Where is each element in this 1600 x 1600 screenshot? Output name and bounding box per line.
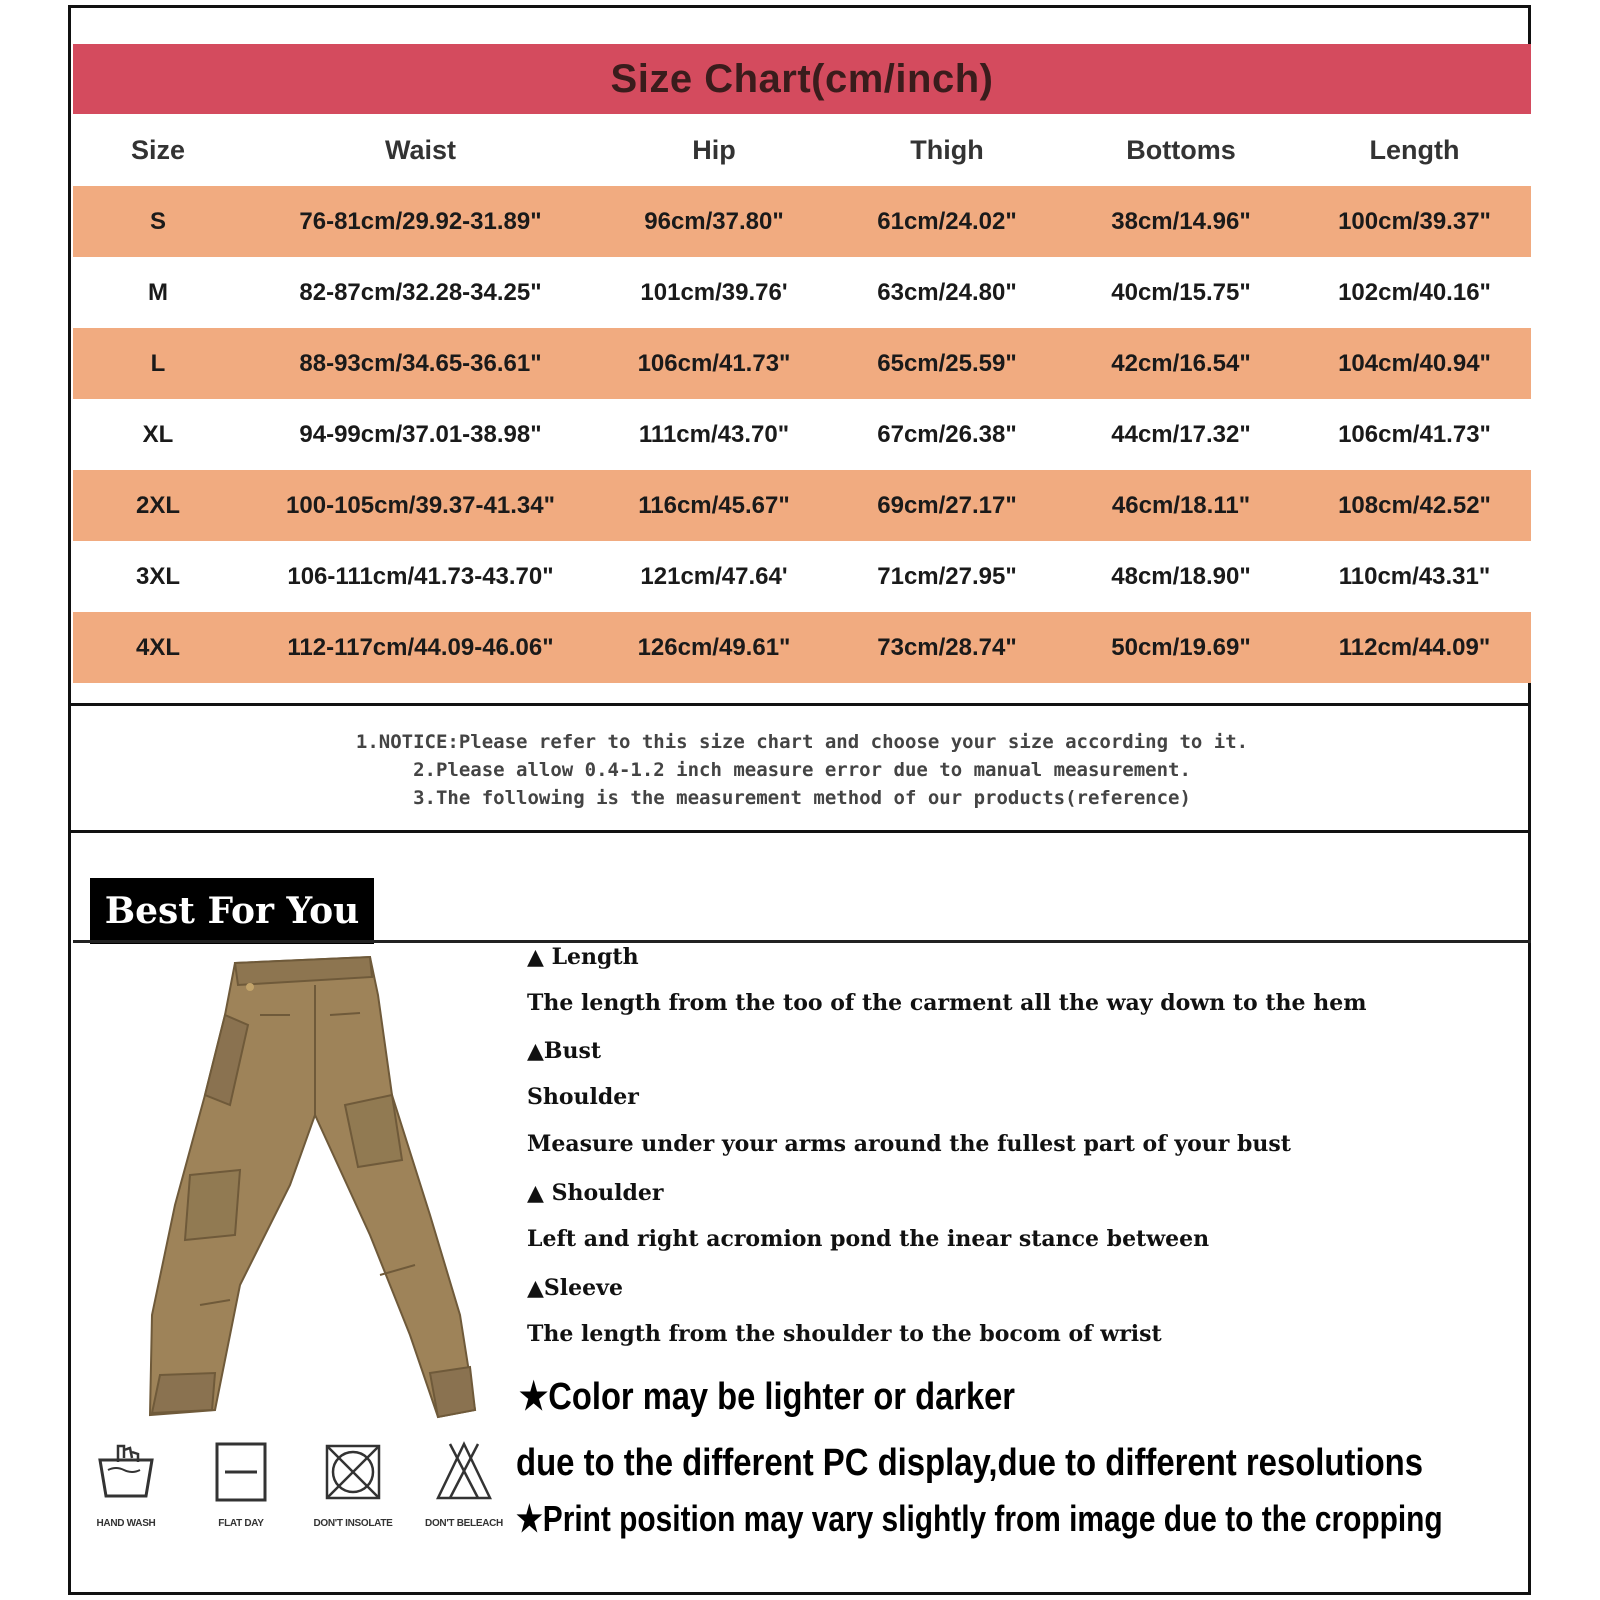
banner-underline bbox=[73, 940, 1531, 943]
thigh-cell: 73cm/28.74" bbox=[877, 633, 1017, 661]
table-row bbox=[73, 399, 1531, 470]
size-cell: L bbox=[150, 349, 166, 377]
care-label: DON'T INSOLATE bbox=[313, 1518, 393, 1529]
waist-cell: 112-117cm/44.09-46.06" bbox=[287, 633, 554, 661]
length-cell: 112cm/44.09" bbox=[1338, 633, 1491, 661]
pants-image bbox=[130, 955, 495, 1435]
length-cell: 102cm/40.16" bbox=[1338, 278, 1491, 306]
bottoms-cell: 48cm/18.90" bbox=[1111, 562, 1251, 590]
care-item-dont-bleach bbox=[416, 1440, 512, 1529]
thigh-cell: 61cm/24.02" bbox=[877, 207, 1017, 235]
care-item-dont-insolate bbox=[305, 1440, 401, 1529]
care-label: FLAT DAY bbox=[218, 1518, 264, 1529]
section-divider bbox=[68, 703, 1531, 706]
waist-cell: 106-111cm/41.73-43.70" bbox=[287, 562, 554, 590]
header-thigh: Thigh bbox=[910, 134, 984, 165]
size-cell: M bbox=[148, 278, 168, 306]
print-disclaimer: ★Print position may vary slightly from image due to the cropping bbox=[516, 1498, 1443, 1539]
thigh-cell: 63cm/24.80" bbox=[877, 278, 1017, 306]
header-hip: Hip bbox=[692, 134, 736, 165]
color-disclaimer-line-2: due to the different PC display,due to different resolutions bbox=[516, 1442, 1424, 1484]
table-row bbox=[73, 541, 1531, 612]
bust-description: Measure under your arms around the fullest part of your bust bbox=[527, 1131, 1291, 1157]
sleeve-heading: ▲Sleeve bbox=[527, 1275, 623, 1301]
table-row bbox=[73, 612, 1531, 683]
size-chart-title-bar bbox=[73, 44, 1531, 114]
size-cell: 4XL bbox=[135, 633, 180, 661]
hip-cell: 96cm/37.80" bbox=[644, 207, 784, 235]
waist-cell: 100-105cm/39.37-41.34" bbox=[286, 491, 555, 519]
bottoms-cell: 38cm/14.96" bbox=[1111, 207, 1251, 235]
thigh-cell: 67cm/26.38" bbox=[877, 420, 1017, 448]
table-row bbox=[73, 186, 1531, 257]
length-heading: ▲ Length bbox=[527, 944, 639, 970]
waist-cell: 76-81cm/29.92-31.89" bbox=[299, 207, 542, 235]
bottoms-cell: 42cm/16.54" bbox=[1111, 349, 1251, 377]
table-row bbox=[73, 470, 1531, 541]
notice-block bbox=[73, 728, 1531, 812]
hip-cell: 111cm/43.70" bbox=[638, 420, 790, 448]
table-row bbox=[73, 257, 1531, 328]
section-divider bbox=[68, 830, 1531, 833]
header-bottoms: Bottoms bbox=[1126, 134, 1236, 165]
waist-cell: 88-93cm/34.65-36.61" bbox=[299, 349, 542, 377]
header-size: Size bbox=[130, 134, 186, 165]
best-for-you-banner bbox=[90, 878, 374, 944]
color-disclaimer-line-1: ★Color may be lighter or darker bbox=[519, 1376, 1016, 1418]
waist-cell: 94-99cm/37.01-38.98" bbox=[299, 420, 542, 448]
hip-cell: 121cm/47.64' bbox=[640, 562, 788, 590]
care-label: HAND WASH bbox=[96, 1518, 156, 1529]
shoulder-description: Left and right acromion pond the inear stance between bbox=[527, 1226, 1210, 1252]
header-length: Length bbox=[1369, 134, 1460, 165]
size-cell: 3XL bbox=[135, 562, 180, 590]
length-cell: 106cm/41.73" bbox=[1338, 420, 1491, 448]
size-cell: XL bbox=[142, 420, 174, 448]
shoulder-heading: ▲ Shoulder bbox=[527, 1180, 664, 1206]
hip-cell: 126cm/49.61" bbox=[637, 633, 791, 661]
length-description: The length from the too of the carment all the way down to the hem bbox=[527, 990, 1367, 1016]
hip-cell: 106cm/41.73" bbox=[637, 349, 791, 377]
length-cell: 108cm/42.52" bbox=[1338, 491, 1491, 519]
bust-heading: ▲Bust bbox=[527, 1038, 602, 1064]
notice-line-2: 2.Please allow 0.4-1.2 inch measure error due to manual measurement. bbox=[413, 759, 1191, 781]
hip-cell: 101cm/39.76' bbox=[640, 278, 788, 306]
thigh-cell: 65cm/25.59" bbox=[877, 349, 1017, 377]
header-waist: Waist bbox=[384, 134, 456, 165]
sleeve-description: The length from the shoulder to the bocom of wrist bbox=[527, 1321, 1162, 1347]
thigh-cell: 69cm/27.17" bbox=[877, 491, 1017, 519]
size-chart-title: Size Chart(cm/inch) bbox=[610, 56, 994, 101]
waist-cell: 82-87cm/32.28-34.25" bbox=[299, 278, 542, 306]
care-label: DON'T BELEACH bbox=[425, 1518, 503, 1529]
do-not-tumble-dry-icon bbox=[321, 1440, 385, 1504]
hip-cell: 116cm/45.67" bbox=[638, 491, 790, 519]
length-cell: 110cm/43.31" bbox=[1338, 562, 1491, 590]
notice-line-3: 3.The following is the measurement method of our products(reference) bbox=[413, 787, 1191, 809]
hand-wash-icon bbox=[94, 1440, 158, 1504]
table-header-row bbox=[73, 114, 1531, 186]
size-table bbox=[73, 114, 1531, 683]
care-item-flat-dry bbox=[193, 1440, 289, 1529]
size-cell: 2XL bbox=[135, 491, 180, 519]
flat-dry-icon bbox=[209, 1440, 273, 1504]
bottoms-cell: 44cm/17.32" bbox=[1111, 420, 1251, 448]
best-for-you-label: Best For You bbox=[104, 890, 360, 932]
bottoms-cell: 46cm/18.11" bbox=[1111, 491, 1251, 519]
bottoms-cell: 50cm/19.69" bbox=[1111, 633, 1251, 661]
bottoms-cell: 40cm/15.75" bbox=[1111, 278, 1251, 306]
length-cell: 104cm/40.94" bbox=[1338, 349, 1491, 377]
thigh-cell: 71cm/27.95" bbox=[877, 562, 1017, 590]
table-row bbox=[73, 328, 1531, 399]
notice-line-1: 1.NOTICE:Please refer to this size chart and choose your size according to it. bbox=[355, 731, 1249, 753]
do-not-bleach-icon bbox=[432, 1440, 496, 1504]
size-cell: S bbox=[149, 207, 166, 235]
length-cell: 100cm/39.37" bbox=[1338, 207, 1491, 235]
bust-subheading: Shoulder bbox=[527, 1084, 639, 1110]
care-item-hand-wash bbox=[78, 1440, 174, 1529]
